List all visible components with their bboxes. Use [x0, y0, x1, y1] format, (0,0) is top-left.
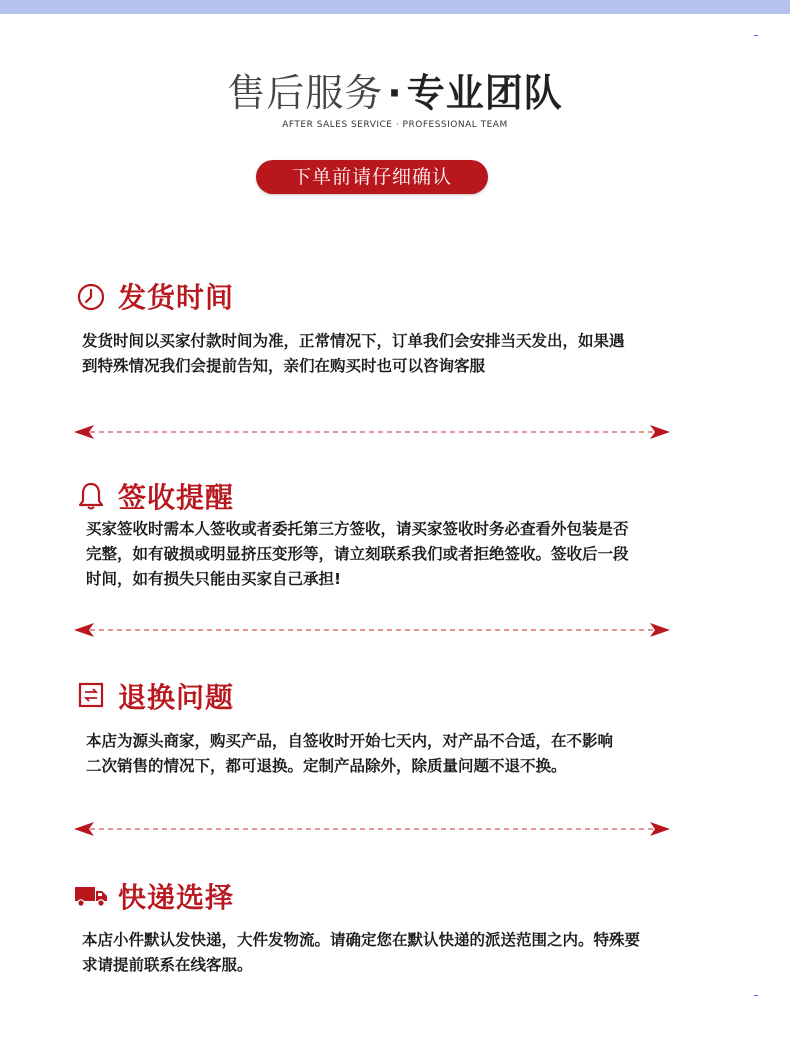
section-body-receipt: 买家签收时需本人签收或者委托第三方签收，请买家签收时务必查看外包装是否 完整，如有破损或明显挤压变形等，请立刻联系我们或者拒绝签收。签收后一段 时间，如有损失只能由买家自己承担!	[86, 520, 629, 588]
page-title	[0, 62, 790, 117]
title-dot: ·	[387, 71, 403, 115]
section-divider	[74, 424, 670, 440]
clock-icon	[76, 282, 106, 312]
exchange-icon	[78, 682, 104, 708]
corner-tick-bottom	[754, 995, 758, 996]
confirm-banner: 下单前请仔细确认	[256, 160, 488, 194]
section-divider	[74, 821, 670, 837]
section-title-returns: 退换问题	[118, 681, 235, 714]
title-part1: 售后服务	[227, 71, 384, 115]
section-body-shipping: 发货时间以买家付款时间为准，正常情况下，订单我们会安排当天发出，如果遇 到特殊情况我们会提前告知，亲们在购买时也可以咨询客服	[82, 332, 625, 375]
top-color-bar	[0, 0, 790, 14]
page-subtitle: AFTER SALES SERVICE · PROFESSIONAL TEAM	[282, 120, 508, 130]
truck-icon	[74, 884, 108, 908]
section-title-shipping: 发货时间	[118, 281, 235, 314]
corner-tick-top	[754, 35, 758, 36]
bell-icon	[76, 480, 106, 512]
section-title-courier: 快递选择	[118, 881, 235, 914]
section-body-courier: 本店小件默认发快递，大件发物流。请确定您在默认快递的派送范围之内。特殊要 求请提前联系在线客服。	[82, 931, 641, 974]
section-body-returns: 本店为源头商家，购买产品，自签收时开始七天内，对产品不合适，在不影响 二次销售的情况下，都可退换。定制产品除外，除质量问题不退不换。	[86, 732, 614, 775]
section-title-receipt: 签收提醒	[118, 481, 235, 514]
title-part2: 专业团队	[406, 71, 563, 115]
section-divider	[74, 622, 670, 638]
